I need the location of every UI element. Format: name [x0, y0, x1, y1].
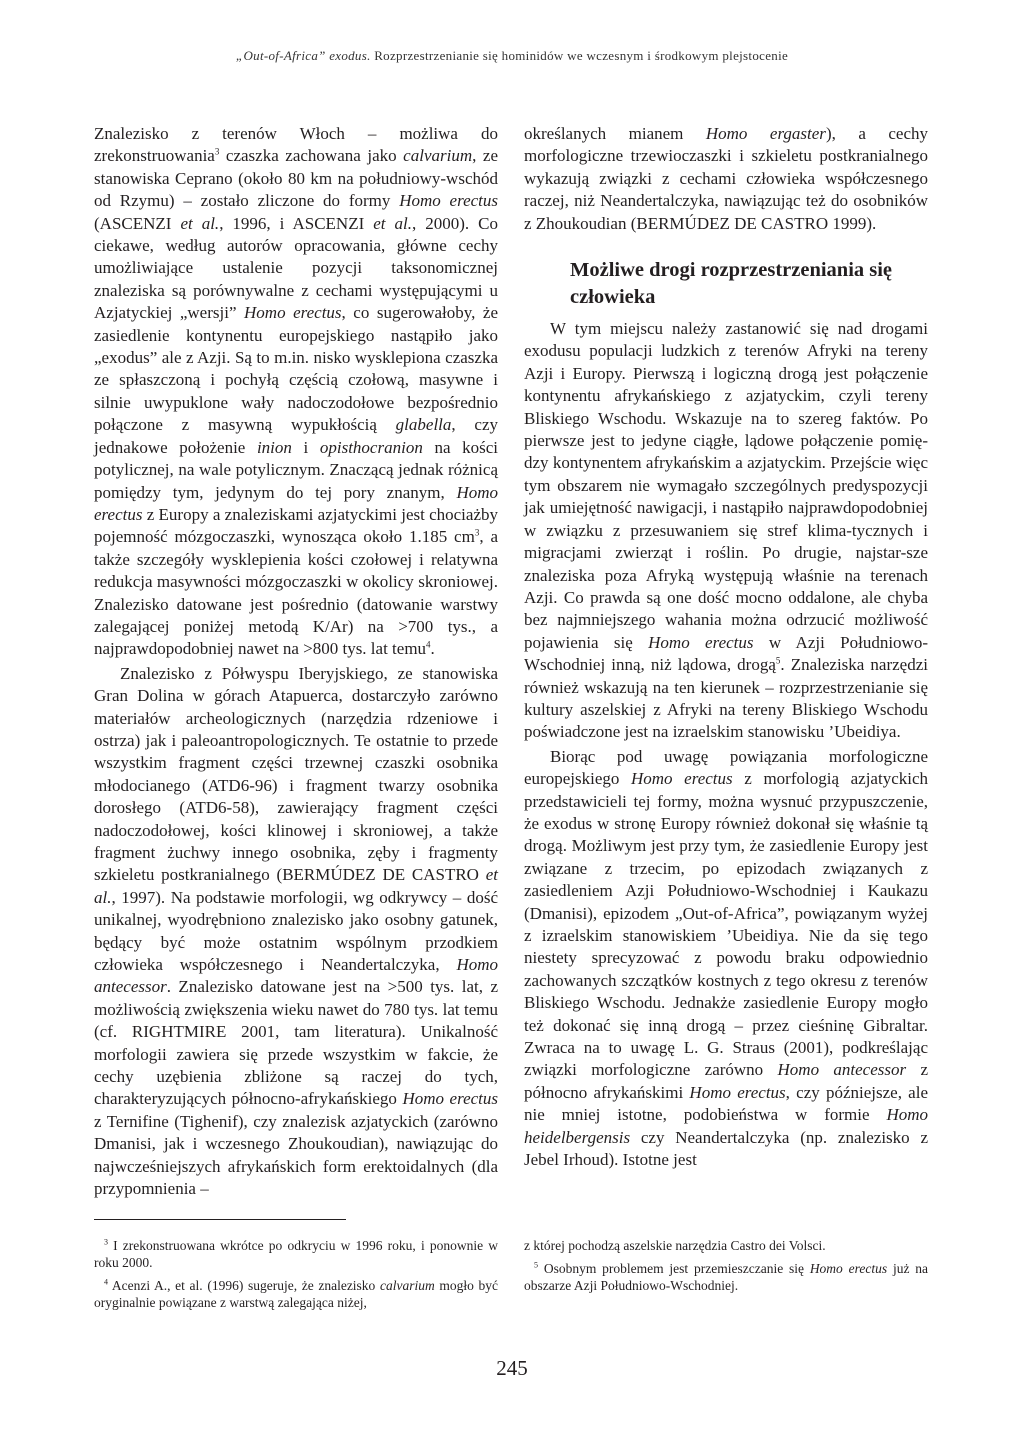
paragraph-migration-routes	[524, 318, 928, 744]
superscript: 3	[474, 527, 480, 538]
italic-term: Homo ergaster	[705, 124, 826, 143]
text-span: czaszka zachowana jako	[219, 146, 404, 166]
italic-term: et al.	[94, 865, 498, 907]
footnote-4	[94, 1277, 498, 1311]
text-span: , 1997). Na podstawie morfologii, wg odkrywcy – dość unikalnej, wyodrębniono znalezisko jako osobny gatunek, będący być może ostatnim wspólnym przodkiem człowieka współczesnego i Neandertalczyka,	[94, 887, 498, 975]
italic-term: et al.	[180, 213, 220, 233]
text-span: , czy jednakowe położenie	[94, 415, 499, 457]
footnote-ref-4: 4	[426, 639, 431, 650]
footnote-text: mogło być oryginalnie powiązane z warstwą zalegająca niżej,	[94, 1278, 499, 1310]
text-span: W tym miejscu należy zastanowić się nad drogami exodusu populacji ludzkich z terenów Afryki na tereny Azji i Europy. Pierwszą i logiczną drogą jest połączenie kontynentu afrykańskiego z azjatyckim, czyli tereny Bliskiego Wschodu. Wskazuje na to szereg faktów. Po pierwsze jest to jedyne ciągłe, lądowe połączenie pomię-dzy kontynentem afrykańskim a azjatyckim. Przejście więc tym obszarem nie wymagało szczególnych predyspozycji jak umiejętność nawigacji, i nastąpiło najprawdopodobniej w związku z przesuwaniem się stref klima-tycznych i migracjami zwierząt i roślin. Po drugie, najstar-sze znaleziska poza Afryką występują właśnie na terenach Azji. Co prawda są one dość mocno oddalone, ale chyba bez najmniejszego wahania można odrzucić możliwość pojawienia się	[524, 319, 928, 652]
text-span: , 1996, i ASCENZI	[219, 213, 374, 233]
footnote-number: 3	[104, 1237, 108, 1247]
footnote-text: Acenzi A., et al. (1996) sugeruje, że znalezisko	[108, 1278, 380, 1293]
text-span: z Europy a znaleziskami azjatyckimi jest chociażby pojemność mózgoczaszki, wynosząca około 1.185 cm	[94, 504, 498, 547]
italic-term: Homo erectus	[402, 1089, 499, 1109]
right-column	[524, 123, 928, 1171]
text-span: , ze stanowiska Ceprano (około 80 km na południowy-wschód od Rzymu) – zostało zliczone do formy	[94, 146, 499, 211]
footnotes-right	[524, 1237, 928, 1300]
footnote-5	[524, 1260, 928, 1294]
page-number: 245	[496, 1356, 528, 1380]
text-span: . Znalezisko datowane jest na >500 tys. lat, z możliwością zwiększenia wieku nawet do 780 tys. lat temu (cf. RIGHTMIRE 2001, tam literatura). Unikalność morfologii zawiera się przede wszystkim w fakcie, że cechy uzębienia zbliżone są raczej do tych, charakteryzujących północno-afrykańskiego	[94, 977, 498, 1109]
running-header-title: „Out-of-Africa” exodus.	[235, 48, 371, 63]
text-span: Znalezisko z Półwyspu Iberyjskiego, ze stanowiska Gran Dolina w górach Atapuerca, dostarczyło zarówno materiałów archeologicznych (narzędzia rdzeniowe i ostrza) jak i paleoantropologicznych. Te ostatnie to przede wszystkim fragment części trzewnej czaszki osobnika młodocianego (ATD6-96) i fragment twarzy osobnika dorosłego (ATD6-58), zawierający fragment części nadoczodołowej, kości klinowej i skroniowej, a także fragment żuchwy innego osobnika, zęby i fragmenty szkieletu postkranialnego (BERMÚDEZ DE CASTRO	[94, 663, 498, 885]
italic-term: opisthocranion	[319, 437, 423, 457]
running-header-subtitle: Rozprzestrzenianie się hominidów we wczesnym i środkowym plejstocenie	[370, 48, 789, 63]
footnote-ref-3: 3	[214, 146, 220, 157]
italic-term: Homo erectus	[648, 632, 754, 652]
text-span: , czy późniejsze, ale nie mniej istotne, podobieństwa w formie	[524, 1082, 928, 1125]
text-span: w Azji Południowo-Wschodniej inną, niż lądowa, drogą	[524, 632, 928, 675]
italic-term: Homo erectus	[94, 482, 498, 524]
italic-term: calvarium	[403, 146, 473, 166]
footnotes-left	[94, 1237, 498, 1317]
text-span: . Znaleziska narzędzi również wskazują na ten kierunek – rozprzestrzenianie się kultury aszelskiej z Afryki na tereny Bliskiego Wschodu poświadczone jest na izraelskim stanowisku ’Ubeidiya.	[524, 655, 928, 742]
text-span: , a także szczegóły wysklepienia kości czołowej i relatywna redukcja masywności mózgoczaszki w okolicy skroniowej. Znalezisko datowane jest pośrednio (datowanie warstwy zalegającej poniżej metodą K/Ar) na >700 tys., a najprawdopodobniej nawet na >800 tys. lat temu	[94, 527, 499, 659]
italic-term: Homo erectus	[399, 191, 498, 211]
text-span: , 2000). Co ciekawe, według autorów opracowania, główne cechy umożliwiające ustalenie pozycji taksonomicznej znaleziska są porównywalne z cechami występującymi u Azjatyckiej „wersji”	[94, 213, 498, 323]
italic-term: Homo erectus	[244, 303, 342, 323]
footnote-text: już na obszarze Azji Południowo-Wschodniej.	[524, 1261, 928, 1293]
italic-term: glabella	[395, 415, 452, 435]
text-span: .	[430, 639, 435, 659]
footnote-divider	[94, 1219, 346, 1220]
paragraph-gran-dolina	[94, 663, 498, 1201]
text-span: na kości potylicznej, na wale potylicznym. Znaczącą jednak różnicą pomiędzy tym, jedynym do tej pory znanym,	[94, 437, 498, 502]
running-header	[0, 48, 1024, 64]
footnote-3	[94, 1237, 498, 1271]
italic-term: Homo heidelbergensis	[524, 1105, 928, 1147]
footnote-number: 5	[534, 1260, 538, 1270]
footnote-4-continuation: z której pochodzą aszelskie narzędzia Castro dei Volsci.	[524, 1238, 826, 1253]
text-span: określanych mianem	[524, 124, 706, 143]
italic-term: et al.	[373, 213, 412, 233]
text-span: z północno afrykańskimi	[524, 1060, 928, 1102]
left-column	[94, 123, 498, 1201]
italic-term: calvarium	[379, 1278, 435, 1293]
text-span: , co sugerowałoby, że zasiedlenie kontynentu europejskiego nastąpiło jako „exodus” ale z Azji. Są to m.in. nisko wysklepiona czaszka ze spłaszczoną i pochyłą częścią czołową, masywne i silnie uwypuklone wały nadoczodołowe bezpośrednio połączone z masywną wypukłością	[94, 303, 498, 435]
paragraph-europe-route	[524, 746, 928, 1172]
footnote-text: I zrekonstruowana wkrótce po odkryciu w 1996 roku, i ponownie w roku 2000.	[94, 1238, 498, 1270]
text-span: czy Neandertalczyka (np. znalezisko z Jebel Irhoud). Istotne jest	[524, 1127, 928, 1170]
paragraph-continuation	[524, 123, 928, 235]
text-span: ), a cechy morfologiczne trzewioczaszki i szkieletu postkranialnego wykazują związki z cechami człowieka współczesnego raczej, niż Neandertalczyka, nawiązując też do osobników z Zhoukoudian (BERMÚDEZ DE CASTRO 1999).	[524, 124, 928, 233]
footnote-number: 4	[104, 1277, 108, 1287]
paragraph-ceprano	[94, 123, 498, 661]
text-span: (ASCENZI	[94, 213, 181, 233]
text-span: Znalezisko z terenów Włoch – możliwa do zrekonstruowania	[94, 124, 498, 166]
footnote-text: Osobnym problemem jest przemieszczanie się	[538, 1261, 810, 1276]
footnote-ref-5: 5	[775, 655, 781, 666]
text-span: z morfologią azjatyckich przedstawicieli tej formy, można wysnuć przypuszczenie, że exodus w stronę Europy również dokonał się właśnie tą drogą. Możliwym jest przy tym, że zasiedlenie Europy jest związane z trzecim, po epizodach związanych z zasiedleniem Azji Południowo-Wschodniej i Kaukazu (Dmanisi), epizodem „Out-of-Africa”, powiązanym wyżej z izraelskim stanowiskiem ’Ubeidiya. Nie da się tego niestety sprecyzować z powodu braku odpowiednio zachowanych szczątków kostnych z tego okresu z terenów Bliskiego Wschodu. Jednakże zasiedlenie Europy mogło też dokonać się inną drogą – przez cieśninę Gibraltar. Zwraca na to uwagę L. G. Straus (2001), podkreślając związki morfologiczne zarówno	[524, 769, 929, 1080]
text-span: i	[291, 437, 320, 457]
italic-term: inion	[256, 437, 292, 457]
italic-term: Homo erectus	[631, 769, 733, 789]
italic-term: Homo antecessor	[94, 955, 498, 997]
section-heading: Możliwe drogi rozprzestrzeniania się człowieka	[570, 259, 893, 309]
italic-term: Homo erectus	[809, 1261, 888, 1276]
text-span: z Ternifine (Tighenif), czy znalezisk azjatyckich (zarówno Dmanisi, jak i wczesnego Zhoukoudian), nawiązując do najwcześniejszych afrykańskich form erektoidalnych (dla przypomnienia –	[94, 1111, 498, 1199]
text-span: Biorąc pod uwagę powiązania morfologiczne europejskiego	[524, 746, 928, 789]
italic-term: Homo erectus	[689, 1082, 786, 1102]
italic-term: Homo antecessor	[777, 1060, 907, 1080]
